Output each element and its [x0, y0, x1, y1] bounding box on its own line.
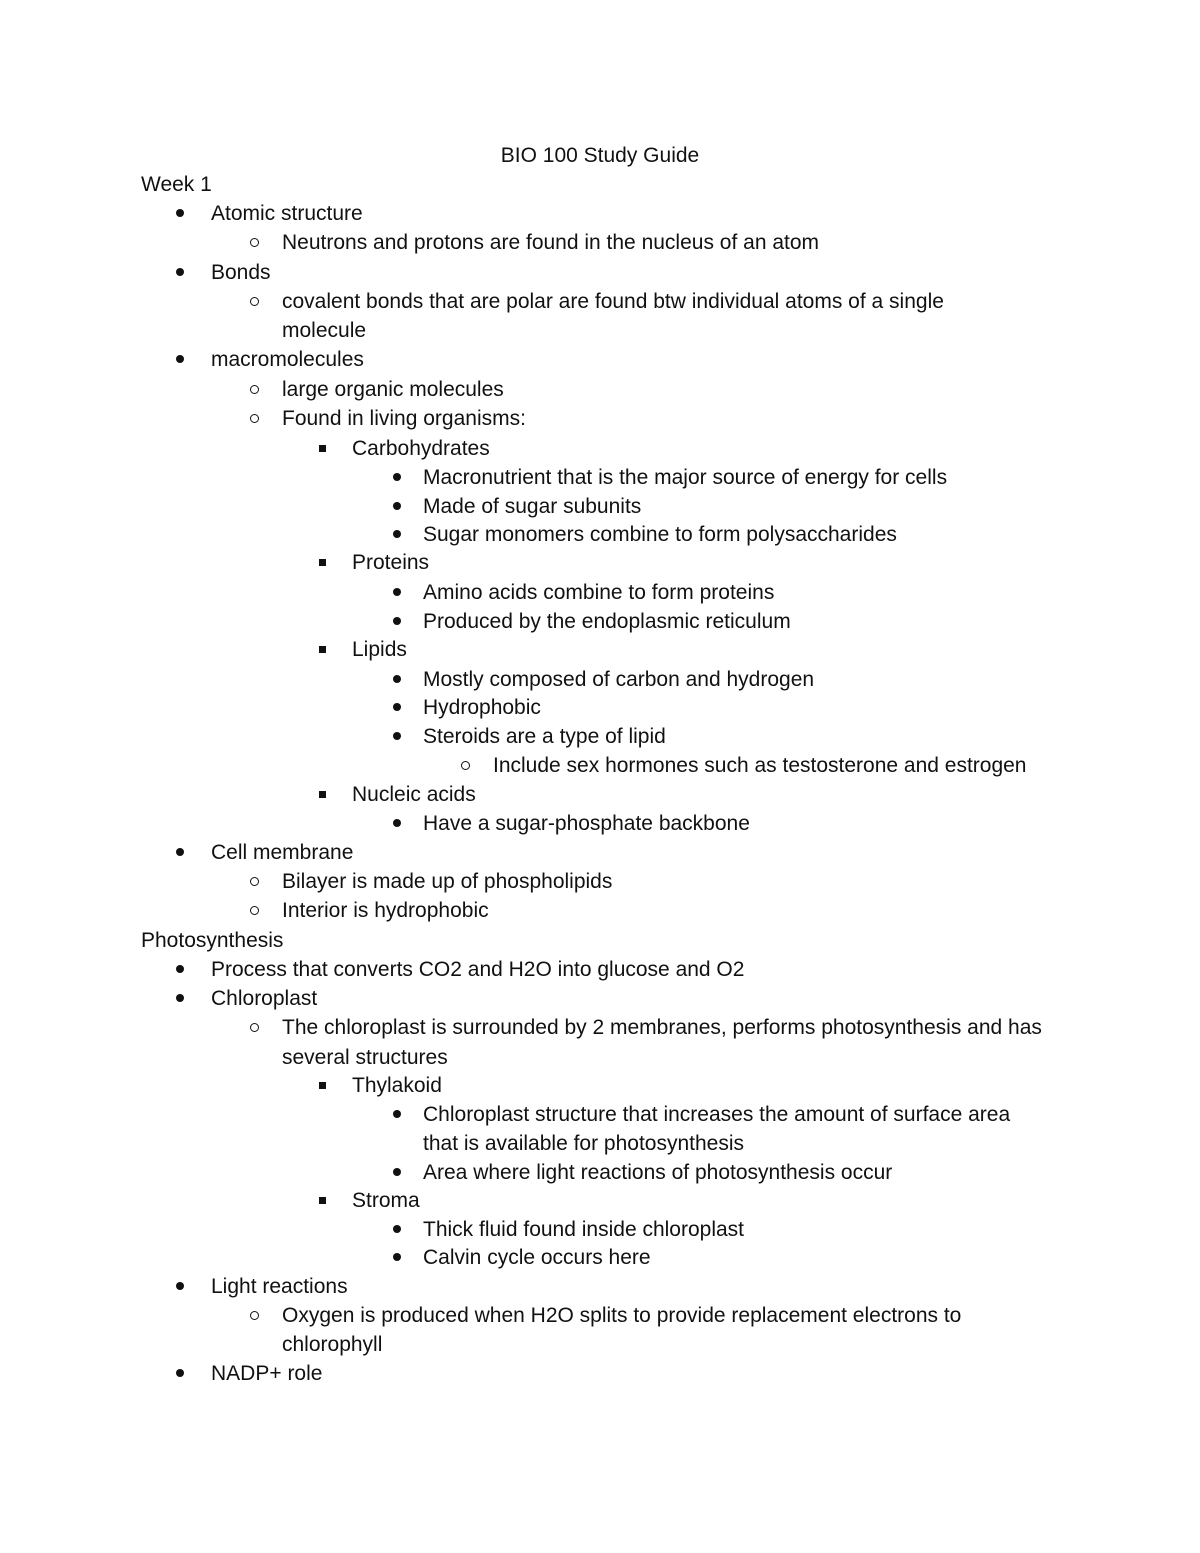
list-item: Include sex hormones such as testosterone and estrogen [493, 754, 1027, 777]
topic-light-reactions: Light reactions [211, 1275, 348, 1298]
subtopic-proteins: Proteins [352, 551, 430, 574]
bullet-disc-icon [393, 675, 401, 683]
bullet-disc-icon [393, 1168, 401, 1176]
bullet-disc-icon [176, 994, 184, 1002]
list-item: Calvin cycle occurs here [423, 1246, 651, 1269]
bullet-square-icon [319, 646, 326, 653]
bullet-circle-icon [250, 1023, 259, 1032]
bullet-disc-icon [393, 617, 401, 625]
bullet-circle-icon [250, 385, 259, 394]
subtopic-lipids: Lipids [352, 638, 407, 661]
bullet-disc-icon [176, 1369, 184, 1377]
list-item-continuation: molecule [282, 319, 367, 342]
list-item-continuation: chlorophyll [282, 1333, 383, 1356]
list-item: Sugar monomers combine to form polysaccharides [423, 523, 897, 546]
bullet-square-icon [319, 1082, 326, 1089]
list-item-continuation: several structures [282, 1046, 448, 1069]
bullet-disc-icon [393, 819, 401, 827]
subtopic-carbohydrates: Carbohydrates [352, 437, 490, 460]
bullet-square-icon [319, 445, 326, 452]
list-item: Oxygen is produced when H2O splits to provide replacement electrons to [282, 1304, 962, 1327]
section-heading-week-1: Week 1 [141, 173, 212, 196]
list-item: Found in living organisms: [282, 407, 526, 430]
bullet-disc-icon [176, 209, 184, 217]
bullet-disc-icon [176, 355, 184, 363]
bullet-disc-icon [176, 848, 184, 856]
bullet-disc-icon [393, 1253, 401, 1261]
bullet-disc-icon [176, 1282, 184, 1290]
subtopic-nucleic-acids: Nucleic acids [352, 783, 476, 806]
list-item: Neutrons and protons are found in the nucleus of an atom [282, 231, 820, 254]
bullet-disc-icon [176, 268, 184, 276]
bullet-disc-icon [393, 588, 401, 596]
bullet-circle-icon [250, 238, 259, 247]
subtopic-thylakoid: Thylakoid [352, 1074, 442, 1097]
list-item: Made of sugar subunits [423, 495, 642, 518]
topic-process: Process that converts CO2 and H2O into glucose and O2 [211, 958, 745, 981]
bullet-square-icon [319, 791, 326, 798]
page-title: BIO 100 Study Guide [500, 144, 700, 167]
topic-bonds: Bonds [211, 261, 271, 284]
topic-atomic-structure: Atomic structure [211, 202, 363, 225]
list-item: Amino acids combine to form proteins [423, 581, 775, 604]
list-item: Chloroplast structure that increases the amount of surface area [423, 1103, 1011, 1126]
bullet-circle-icon [250, 297, 259, 306]
bullet-square-icon [319, 1197, 326, 1204]
topic-macromolecules: macromolecules [211, 348, 364, 371]
list-item: Macronutrient that is the major source of energy for cells [423, 466, 948, 489]
bullet-circle-icon [461, 761, 470, 770]
list-item: Area where light reactions of photosynthesis occur [423, 1161, 893, 1184]
subtopic-stroma: Stroma [352, 1189, 420, 1212]
bullet-disc-icon [393, 502, 401, 510]
list-item: Hydrophobic [423, 696, 541, 719]
bullet-circle-icon [250, 877, 259, 886]
bullet-square-icon [319, 559, 326, 566]
list-item: Have a sugar-phosphate backbone [423, 812, 750, 835]
bullet-disc-icon [393, 732, 401, 740]
bullet-circle-icon [250, 1311, 259, 1320]
topic-cell-membrane: Cell membrane [211, 841, 354, 864]
bullet-disc-icon [393, 703, 401, 711]
bullet-circle-icon [250, 414, 259, 423]
list-item-continuation: that is available for photosynthesis [423, 1132, 745, 1155]
bullet-disc-icon [393, 1225, 401, 1233]
list-item: covalent bonds that are polar are found btw individual atoms of a single [282, 290, 944, 313]
bullet-disc-icon [176, 965, 184, 973]
topic-nadp-role: NADP+ role [211, 1362, 323, 1385]
list-item: Mostly composed of carbon and hydrogen [423, 668, 815, 691]
bullet-disc-icon [393, 1110, 401, 1118]
list-item: The chloroplast is surrounded by 2 membranes, performs photosynthesis and has [282, 1016, 1042, 1039]
list-item: Steroids are a type of lipid [423, 725, 666, 748]
list-item: Thick fluid found inside chloroplast [423, 1218, 745, 1241]
list-item: Bilayer is made up of phospholipids [282, 870, 613, 893]
bullet-disc-icon [393, 530, 401, 538]
topic-chloroplast: Chloroplast [211, 987, 318, 1010]
bullet-circle-icon [250, 906, 259, 915]
list-item: Produced by the endoplasmic reticulum [423, 610, 791, 633]
list-item: large organic molecules [282, 378, 504, 401]
list-item: Interior is hydrophobic [282, 899, 489, 922]
section-heading-photosynthesis: Photosynthesis [141, 929, 284, 952]
bullet-disc-icon [393, 473, 401, 481]
